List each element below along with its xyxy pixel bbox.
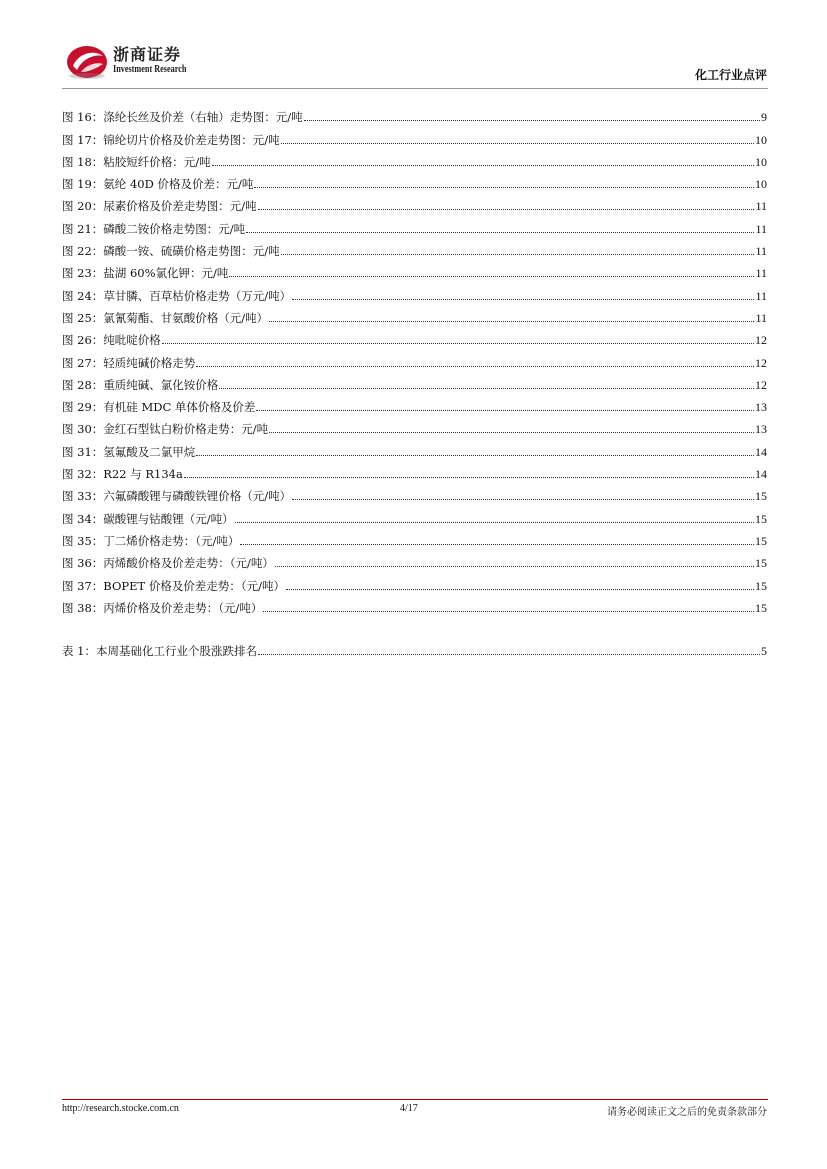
toc-leader-dots bbox=[269, 320, 754, 322]
toc-leader-dots bbox=[286, 588, 754, 590]
toc-entry[interactable] bbox=[62, 147, 767, 169]
toc-entry-page: 5 bbox=[761, 644, 767, 659]
toc-entry-page: 11 bbox=[755, 310, 767, 325]
logo-company-name: 浙商证券 bbox=[113, 45, 182, 64]
toc-leader-dots bbox=[254, 186, 754, 188]
toc-entry[interactable] bbox=[62, 436, 767, 458]
footer-url[interactable]: http://research.stocke.com.cn bbox=[62, 1103, 179, 1114]
toc-entry-page: 15 bbox=[755, 556, 767, 571]
toc-entry-page: 13 bbox=[755, 422, 767, 437]
toc-entry-page: 13 bbox=[755, 400, 767, 415]
toc-entry-label: 图 32：R22 与 R134a bbox=[62, 467, 183, 482]
toc-leader-dots bbox=[212, 164, 754, 166]
toc-entry[interactable] bbox=[62, 414, 767, 436]
footer-page-number: 4/17 bbox=[400, 1103, 418, 1114]
toc-entry-label: 图 24：草甘膦、百草枯价格走势（万元/吨） bbox=[62, 288, 292, 303]
toc-entry-label: 图 36：丙烯酸价格及价差走势：（元/吨） bbox=[62, 556, 274, 571]
toc-entry-page: 11 bbox=[755, 266, 767, 281]
toc-entry[interactable] bbox=[62, 392, 767, 414]
toc-leader-dots bbox=[235, 521, 754, 523]
toc-entry-label: 图 29：有机硅 MDC 单体价格及价差 bbox=[62, 400, 256, 415]
toc-entry-page: 15 bbox=[755, 511, 767, 526]
figure-index bbox=[62, 102, 767, 615]
toc-leader-dots bbox=[304, 119, 760, 121]
toc-entry-page: 10 bbox=[755, 177, 767, 192]
toc-leader-dots bbox=[196, 365, 754, 367]
toc-entry-label: 图 27：轻质纯碱价格走势 bbox=[62, 355, 196, 370]
toc-entry[interactable] bbox=[62, 593, 767, 615]
toc-entry-label: 图 38：丙烯价格及价差走势：（元/吨） bbox=[62, 600, 263, 615]
toc-leader-dots bbox=[196, 454, 754, 456]
toc-entry-label: 表 1：本周基础化工行业个股涨跌排名 bbox=[62, 644, 257, 659]
toc-entry-page: 11 bbox=[755, 288, 767, 303]
toc-leader-dots bbox=[292, 298, 754, 300]
toc-entry-label: 图 28：重质纯碱、氯化铵价格 bbox=[62, 377, 219, 392]
toc-entry[interactable] bbox=[62, 503, 767, 525]
toc-entry[interactable] bbox=[62, 548, 767, 570]
toc-entry[interactable] bbox=[62, 636, 767, 658]
toc-entry-page: 10 bbox=[755, 132, 767, 147]
toc-entry-label: 图 25：氯氰菊酯、甘氨酸价格（元/吨） bbox=[62, 310, 269, 325]
toc-entry-label: 图 34：碳酸锂与钴酸锂（元/吨） bbox=[62, 511, 234, 526]
toc-entry[interactable] bbox=[62, 370, 767, 392]
toc-entry-label: 图 26：纯吡啶价格 bbox=[62, 333, 161, 348]
toc-entry[interactable] bbox=[62, 169, 767, 191]
toc-entry-page: 14 bbox=[755, 467, 767, 482]
table-index bbox=[62, 636, 767, 658]
toc-entry-label: 图 37：BOPET 价格及价差走势：（元/吨） bbox=[62, 578, 285, 593]
toc-leader-dots bbox=[184, 476, 754, 478]
toc-entry-page: 11 bbox=[755, 244, 767, 259]
toc-entry-page: 12 bbox=[755, 377, 767, 392]
toc-entry-page: 15 bbox=[755, 533, 767, 548]
toc-entry[interactable] bbox=[62, 258, 767, 280]
toc-entry-label: 图 23：盐湖 60%氯化钾：元/吨 bbox=[62, 266, 229, 281]
toc-leader-dots bbox=[240, 543, 754, 545]
toc-entry[interactable] bbox=[62, 191, 767, 213]
toc-entry-page: 11 bbox=[755, 199, 767, 214]
toc-entry-page: 14 bbox=[755, 444, 767, 459]
footer-divider bbox=[62, 1099, 768, 1100]
toc-entry[interactable] bbox=[62, 303, 767, 325]
toc-leader-dots bbox=[281, 142, 754, 144]
toc-leader-dots bbox=[281, 253, 755, 255]
toc-entry-label: 图 20：尿素价格及价差走势图：元/吨 bbox=[62, 199, 257, 214]
toc-entry-label: 图 33：六氟磷酸锂与磷酸铁锂价格（元/吨） bbox=[62, 489, 292, 504]
toc-entry[interactable] bbox=[62, 325, 767, 347]
toc-entry-label: 图 19：氨纶 40D 价格及价差：元/吨 bbox=[62, 177, 254, 192]
toc-leader-dots bbox=[256, 409, 754, 411]
toc-leader-dots bbox=[275, 565, 754, 567]
page-header bbox=[62, 38, 767, 90]
report-section-title: 化工行业点评 bbox=[694, 68, 767, 82]
toc-leader-dots bbox=[258, 653, 760, 655]
toc-entry-label: 图 17：锦纶切片价格及价差走势图：元/吨 bbox=[62, 132, 280, 147]
toc-entry-page: 10 bbox=[755, 154, 767, 169]
toc-entry[interactable] bbox=[62, 236, 767, 258]
footer-disclaimer: 请务必阅读正文之后的免责条款部分 bbox=[607, 1107, 767, 1118]
toc-entry[interactable] bbox=[62, 280, 767, 302]
toc-leader-dots bbox=[219, 387, 754, 389]
toc-entry[interactable] bbox=[62, 347, 767, 369]
toc-entry-label: 图 16：涤纶长丝及价差（右轴）走势图：元/吨 bbox=[62, 110, 303, 125]
toc-entry[interactable] bbox=[62, 481, 767, 503]
toc-entry-page: 12 bbox=[755, 355, 767, 370]
company-logo-icon bbox=[65, 42, 109, 80]
toc-entry[interactable] bbox=[62, 526, 767, 548]
toc-leader-dots bbox=[162, 342, 754, 344]
header-divider bbox=[62, 88, 768, 89]
toc-entry[interactable] bbox=[62, 124, 767, 146]
toc-leader-dots bbox=[263, 610, 754, 612]
toc-leader-dots bbox=[229, 275, 754, 277]
toc-leader-dots bbox=[292, 498, 754, 500]
toc-entry[interactable] bbox=[62, 570, 767, 592]
toc-entry-page: 12 bbox=[755, 333, 767, 348]
toc-entry-page: 15 bbox=[755, 489, 767, 504]
toc-entry[interactable] bbox=[62, 213, 767, 235]
toc-entry[interactable] bbox=[62, 459, 767, 481]
toc-entry-label: 图 22：磷酸一铵、硫磺价格走势图：元/吨 bbox=[62, 244, 280, 259]
toc-leader-dots bbox=[258, 208, 755, 210]
toc-entry-page: 15 bbox=[755, 578, 767, 593]
toc-entry-page: 15 bbox=[755, 600, 767, 615]
toc-entry-page: 9 bbox=[761, 110, 767, 125]
toc-entry-label: 图 21：磷酸二铵价格走势图：元/吨 bbox=[62, 221, 246, 236]
toc-entry-label: 图 31：氢氟酸及二氯甲烷 bbox=[62, 444, 196, 459]
toc-leader-dots bbox=[246, 231, 754, 233]
toc-entry-label: 图 18：粘胶短纤价格：元/吨 bbox=[62, 154, 211, 169]
toc-leader-dots bbox=[269, 431, 754, 433]
logo-tagline: Investment Research bbox=[113, 64, 187, 75]
toc-entry[interactable] bbox=[62, 102, 767, 124]
toc-entry-label: 图 30：金红石型钛白粉价格走势：元/吨 bbox=[62, 422, 269, 437]
toc-entry-label: 图 35：丁二烯价格走势：（元/吨） bbox=[62, 533, 240, 548]
toc-entry-page: 11 bbox=[755, 221, 767, 236]
